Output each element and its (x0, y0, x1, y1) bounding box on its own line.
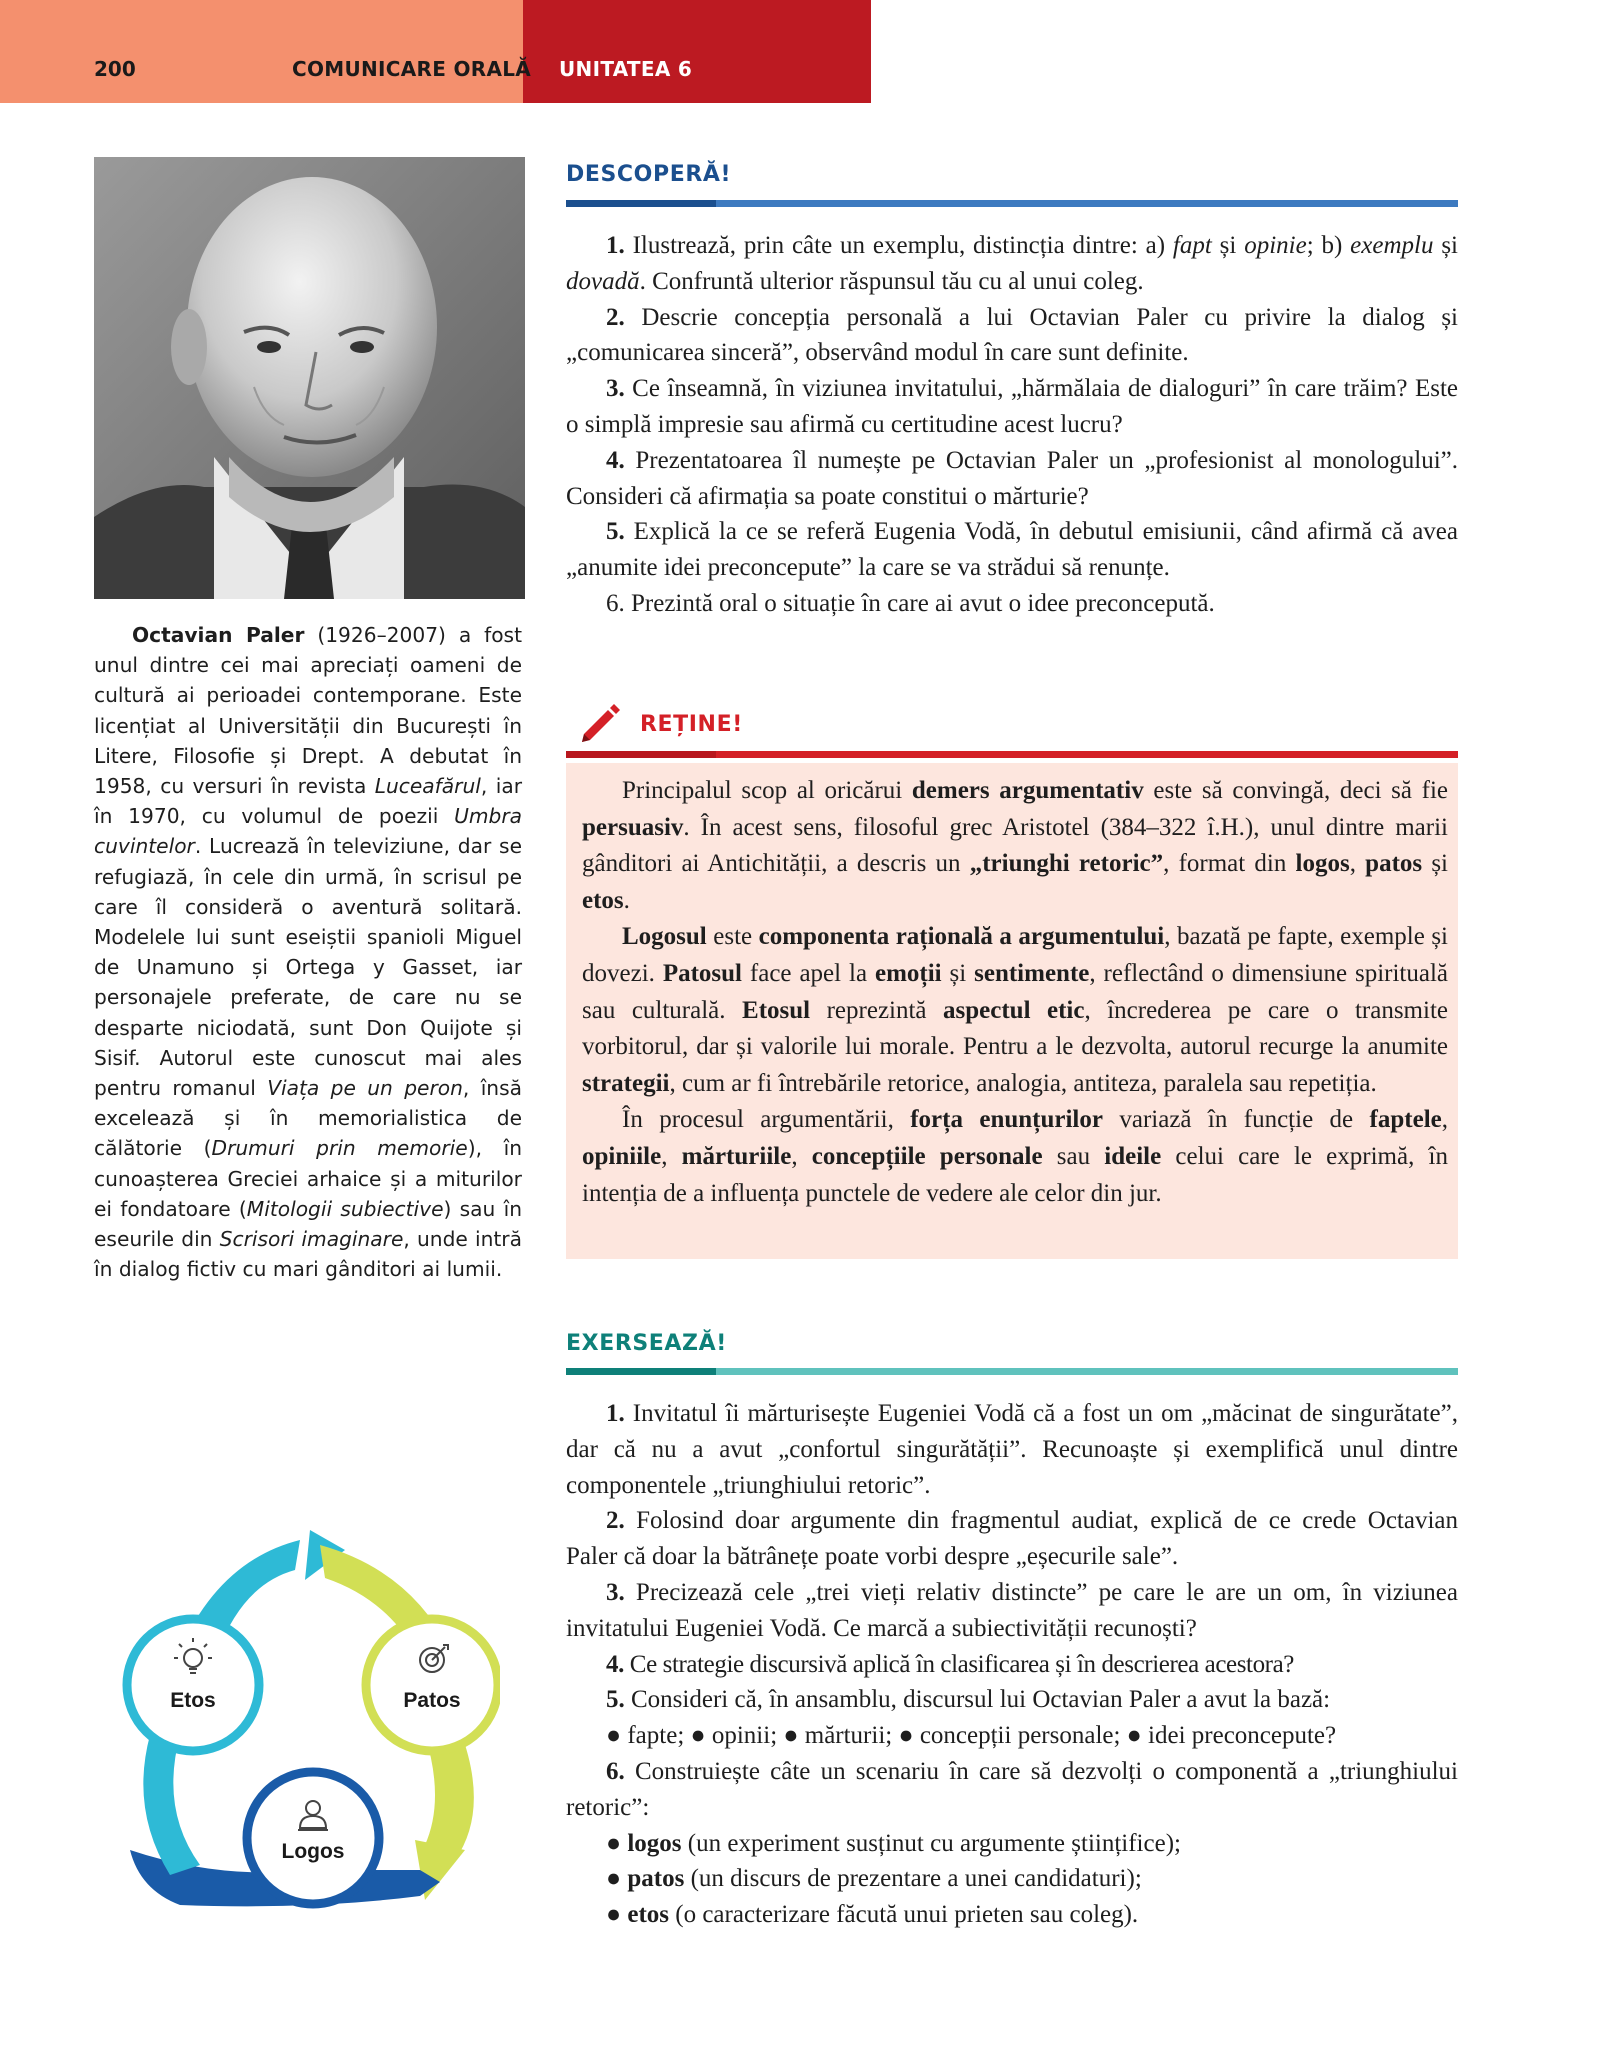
retine-bar-dark (566, 751, 716, 758)
exerseaza-q6: 6. Construiește câte un scenariu în care să dezvolți o componentă a „triunghiului retoric”: (566, 1757, 1458, 1821)
retine-run: sentimente (974, 959, 1090, 987)
header-right-band (523, 0, 871, 103)
retine-paragraph-3 (582, 1102, 1448, 1212)
exerseaza-q5-options: ● fapte; ● opinii; ● mărturii; ● concepții personale; ● idei preconcepute? (606, 1722, 1337, 1750)
patos-label: Patos (403, 1689, 461, 1712)
retine-run: , (661, 1142, 682, 1170)
retine-run: persuasiv (582, 813, 684, 841)
exerseaza-q3: 3. Precizează cele „trei vieți relativ distincte” pe care le are un om, în viziunea invitatului Eugeniei Vodă. Ce marcă a subiectivității recunoști? (566, 1578, 1458, 1642)
retine-run: opiniile (582, 1142, 662, 1170)
retine-run: este (706, 923, 759, 951)
retine-run: celui care le exprimă, în intenția de a influența punctele de vedere ale celor din jur. (582, 1142, 1448, 1207)
exerseaza-q4: 4. Ce strategie discursivă aplică în clasificarea și în descrierea acestora? (606, 1650, 1294, 1678)
retine-run: patos (1365, 850, 1423, 878)
retine-run: mărturiile (681, 1142, 792, 1170)
retine-run: , cum ar fi întrebările retorice, analogia, antiteza, paralela sau repetiția. (669, 1069, 1377, 1097)
retine-run: aspectul etic (943, 996, 1085, 1024)
descopera-q4: 4. Prezentatoarea îl numește pe Octavian Paler un „profesionist al monologului”. Consideri că afirmația sa poate constitui o mărturie? (566, 446, 1458, 510)
retine-paragraph-2 (582, 919, 1448, 1102)
descopera-bar-light (716, 200, 1458, 207)
descopera-heading: DESCOPERĂ! (566, 162, 732, 187)
exerseaza-bullet-patos: ● patos (un discurs de prezentare a unei candidaturi); (606, 1865, 1142, 1893)
exerseaza-bullet-logos: ● logos (un experiment susținut cu argumente științifice); (606, 1829, 1181, 1857)
exerseaza-q2: 2. Folosind doar argumente din fragmentul audiat, explică de ce crede Octavian Paler că doar la bătrânețe poate vorbi despre „eșecurile sale”. (566, 1507, 1458, 1571)
pencil-icon (578, 700, 622, 744)
exerseaza-heading: EXERSEAZĂ! (566, 1331, 727, 1356)
retine-run: sau (1042, 1142, 1105, 1170)
descopera-q2: 2. Descrie concepția personală a lui Octavian Paler cu privire la dialog și „comunicarea sinceră”, observând modul în care sunt definite. (566, 303, 1458, 367)
descopera-q5: 5. Explică la ce se referă Eugenia Vodă, în debutul emisiunii, când afirmă că avea „anumite idei preconcepute” la care se va strădui să renunțe. (566, 518, 1458, 582)
retine-run: forța enunțurilor (910, 1106, 1103, 1134)
retine-run: Logosul (622, 923, 707, 951)
retine-run: etos (582, 886, 624, 914)
exerseaza-q1: 1. Invitatul îi mărturisește Eugeniei Vodă că a fost un om „măcinat de singurătate”, dar că nu a avut „confortul singurătății”. Recunoaște și exemplifică unul dintre componentele „triunghiului retoric”. (566, 1400, 1458, 1499)
retine-run: . În acest sens, filosoful grec Aristotel (384–322 î.H.), unul dintre marii gânditori ai Antichității, a descris un (582, 813, 1448, 878)
retine-run: , încrederea pe care o transmite vorbitorul, dar și valorile lui morale. Pentru a le dezvolta, autorul recurge la anumite (582, 996, 1448, 1061)
retine-run: , (791, 1142, 812, 1170)
retine-paragraph-1 (582, 773, 1448, 919)
descopera-q3: 3. Ce înseamnă, în viziunea invitatului, „hărmălaia de dialoguri” în care trăim? Este o simplă impresie sau afirmă cu certitudine acest lucru? (566, 375, 1458, 438)
logos-circle (247, 1772, 379, 1904)
retine-run: Principalul scop al oricărui (622, 777, 912, 804)
retine-run: strategii (582, 1069, 670, 1097)
retine-run: În procesul argumentării, (622, 1106, 911, 1134)
retine-run: este să convingă, deci să fie (1143, 777, 1448, 804)
descopera-bar-dark (566, 200, 716, 207)
retine-run: variază în funcție de (1102, 1106, 1370, 1134)
rhetorical-triangle-diagram (120, 1520, 500, 1910)
retine-run: face apel la (742, 959, 875, 987)
retine-run: concepțiile personale (811, 1142, 1043, 1170)
retine-run: și (941, 959, 975, 987)
page-number: 200 (94, 57, 136, 81)
retine-run: „triunghi retoric” (969, 850, 1164, 878)
retine-run: reprezintă (810, 996, 944, 1024)
retine-run: ideile (1104, 1142, 1162, 1170)
retine-run: Patosul (662, 959, 742, 987)
header-left-band (0, 0, 523, 103)
author-name: Octavian Paler (132, 623, 305, 647)
retine-text (582, 773, 1448, 1212)
descopera-q6: 6. Prezintă oral o situație în care ai avut o idee preconcepută. (606, 589, 1215, 617)
etos-label: Etos (170, 1689, 216, 1712)
retine-heading: REȚINE! (640, 712, 743, 737)
cyan-arrow-left (143, 1735, 200, 1875)
retine-run: emoții (874, 959, 942, 987)
author-bio: Octavian Paler (1926–2007) a fost unul dintre cei mai apreciați oameni de cultură ai perioadei contemporane. Este licențiat al Universității din București în Litere, Filosofie și Drept. A debutat în 1958, cu versuri în revista Luceafărul, iar în 1970, cu volumul de poezii Umbra cuvintelor. Lucrează în televiziune, dar se refugiază, în cele din urmă, în scrisul pe care îl consideră o aventură solitară. Modelele lui sunt eseiștii spanioli Miguel de Unamuno și Ortega y Gasset, iar personajele preferate, de care nu se desparte niciodată, sunt Don Quijote și Sisif. Autorul este cunoscut mai ales pentru romanul Viața pe un peron, însă excelează și în memorialistica de călătorie (Drumuri prin memorie), în cunoașterea Greciei arhaice și a miturilor ei fondatoare (Mitologii subiective) sau în eseurile din Scrisori imaginare, unde intră în dialog fictiv cu mari gânditori ai lumii. (94, 623, 522, 1282)
retine-bar-light (716, 751, 1458, 758)
retine-run: , format din (1163, 850, 1296, 878)
logos-label: Logos (281, 1840, 345, 1863)
retine-run: logos (1295, 850, 1350, 878)
retine-run: Etosul (742, 996, 811, 1024)
retine-run: , reflectând o dimensiune spirituală sau culturală. (582, 959, 1449, 1024)
retine-run: componenta rațională a argumentului (758, 923, 1165, 951)
descopera-q1: 1. Ilustrează, prin câte un exemplu, distincția dintre: a) fapt și opinie; b) exemplu și dovadă. Confruntă ulterior răspunsul tău cu al unui coleg. (566, 232, 1458, 295)
exerseaza-bar-dark (566, 1368, 716, 1375)
exerseaza-q5: 5. Consideri că, în ansamblu, discursul lui Octavian Paler a avut la bază: (606, 1686, 1331, 1714)
retine-run: . (623, 886, 630, 914)
retine-run: , bazată pe fapte, exemple și dovezi. (582, 923, 1449, 987)
unit-title: UNITATEA 6 (559, 57, 693, 81)
retine-run: , (1441, 1106, 1448, 1134)
retine-run: demers argumentativ (911, 777, 1144, 804)
exerseaza-bar-light (716, 1368, 1458, 1375)
exerseaza-bullet-etos: ● etos (o caracterizare făcută unui prieten sau coleg). (606, 1901, 1139, 1929)
exerseaza-questions (566, 1396, 1458, 1933)
author-portrait (94, 157, 525, 599)
retine-run: faptele (1369, 1106, 1442, 1134)
descopera-questions (566, 228, 1458, 622)
patos-circle (366, 1619, 498, 1751)
section-title: COMUNICARE ORALĂ (292, 57, 532, 81)
retine-run: , (1349, 850, 1366, 878)
retine-run: și (1422, 850, 1449, 878)
